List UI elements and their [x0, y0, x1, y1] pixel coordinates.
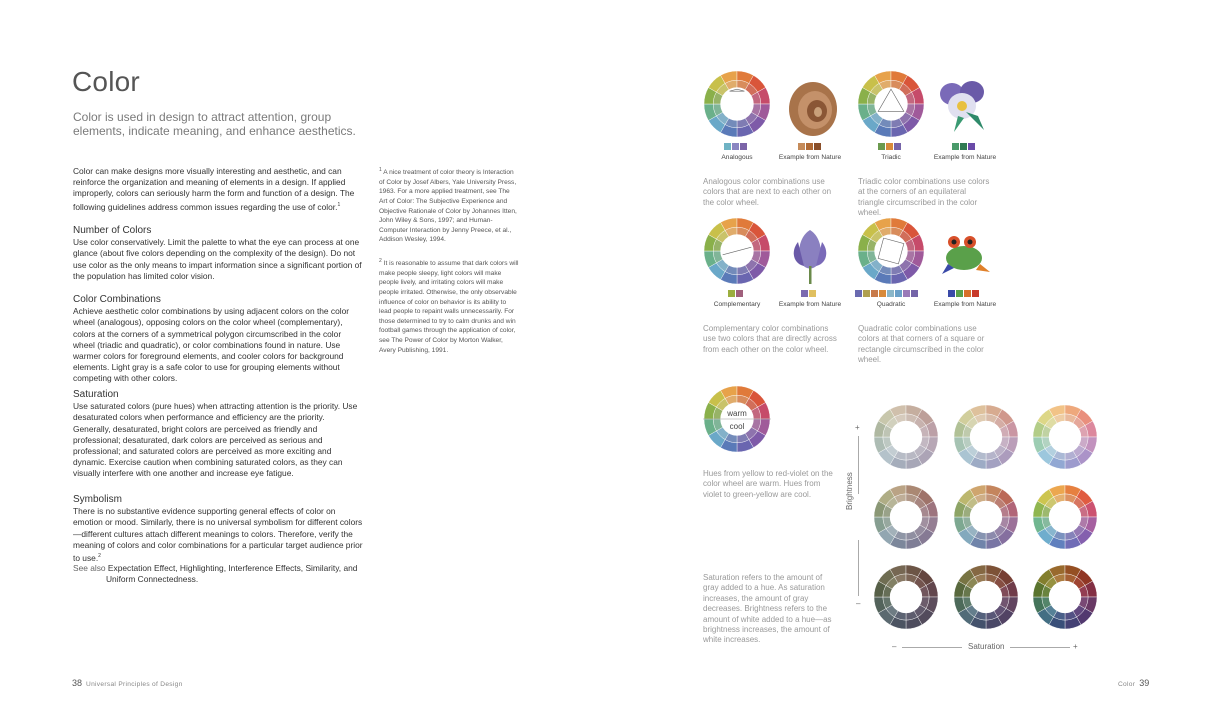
quadratic-description: Quadratic color combinations use colors at that corners of a square or rectangle circumscribed in the color wheel.: [858, 324, 985, 365]
color-swatch: [878, 143, 885, 150]
saturation-brightness-wheel: [873, 564, 939, 630]
brightness-plus: +: [855, 423, 860, 432]
wheel-center: [970, 501, 1002, 533]
brightness-label: Brightness: [845, 472, 854, 510]
book-title: Universal Principles of Design: [86, 681, 183, 688]
saturation-label: Saturation: [968, 642, 1005, 651]
footnote-text: It is reasonable to assume that dark colors will make people sleepy, light colors will make people lively, and irritating colors will make people irritated. Otherwise, the only observable influence of color on behavior is its ability to lead people to repaint walls unnecessarily. For those determined to try to calm drunks and win football games through the application of color, see The Power of Color by Morton Walker, Avery Publishing, 1991.: [379, 260, 519, 354]
footnote-2: [379, 257, 519, 355]
section-number-of-colors: [73, 225, 363, 282]
complementary-caption: Complementary: [713, 301, 761, 308]
wheel-center: [890, 421, 922, 453]
section-color-combinations: [73, 294, 363, 385]
wheel-center: [875, 235, 908, 268]
see-also: [73, 563, 363, 585]
complementary-color-wheel: [703, 217, 771, 285]
saturation-brightness-wheel: [1032, 564, 1098, 630]
page-subtitle: Color is used in design to attract attention, group elements, indicate meaning, and enhance aesthetics.: [73, 110, 356, 138]
saturation-axis-line: [1010, 647, 1070, 648]
color-swatch: [806, 143, 813, 150]
color-swatch: [948, 290, 955, 297]
intro-paragraph: [73, 166, 363, 213]
color-swatch: [724, 143, 731, 150]
footnote-1: [379, 166, 519, 245]
folio-right: [1118, 678, 1149, 688]
color-swatch: [887, 290, 894, 297]
color-swatch: [814, 143, 821, 150]
analogous-color-wheel: [703, 70, 771, 138]
quadratic-nature-caption: Example from Nature: [933, 301, 997, 308]
section-heading: Symbolism: [73, 494, 122, 505]
section-saturation: [73, 389, 363, 480]
section-text: Use color conservatively. Limit the palette to what the eye can process at one glance (about five colors depending on the complexity of the design). Do not use color as the only means to impart information since a significant portion of the population has limited color vision.: [73, 237, 362, 281]
intro-text: Color can make designs more visually interesting and aesthetic, and can reinforce the organization and meaning of elements in a design. If applied improperly, colors can seriously harm the form and function of a design. The following guidelines address common issues regarding the use of color.: [73, 166, 355, 212]
color-swatch: [809, 290, 816, 297]
see-also-label: See also: [73, 563, 106, 573]
frog-photo: [940, 228, 992, 276]
color-swatch: [894, 143, 901, 150]
intro-ref: 1: [337, 201, 341, 208]
page-number: 39: [1139, 678, 1150, 688]
saturation-brightness-wheel: [1032, 404, 1098, 470]
color-swatch: [972, 290, 979, 297]
triadic-color-wheel: [857, 70, 925, 138]
pansy-photo: [936, 72, 992, 134]
see-also-line1: Expectation Effect, Highlighting, Interference Effects, Similarity, and: [107, 563, 358, 573]
saturation-brightness-wheel: [953, 404, 1019, 470]
wheel-center: [970, 581, 1002, 613]
wheel-center: [1049, 581, 1081, 613]
color-swatch: [736, 290, 743, 297]
wheel-center: [890, 501, 922, 533]
brightness-minus: –: [856, 599, 861, 608]
cool-label: cool: [729, 422, 745, 431]
wheel-center: [1049, 501, 1081, 533]
triadic-nature-swatches: [952, 143, 975, 150]
saturation-description: Saturation refers to the amount of gray added to a hue. As saturation increases, the amount of gray decreases. Brightness refers to the amount of white added to a hue—as brightness increases, the amount of white increases.: [703, 573, 832, 645]
color-swatch: [952, 143, 959, 150]
color-swatch: [798, 143, 805, 150]
color-swatch: [871, 290, 878, 297]
triadic-swatches: [878, 143, 901, 150]
color-swatch: [801, 290, 808, 297]
analogous-caption: Analogous: [721, 154, 753, 161]
quadratic-color-wheel: [857, 217, 925, 285]
footnote-num: 2: [379, 258, 382, 264]
saturation-brightness-wheel: [873, 404, 939, 470]
saturation-plus: +: [1073, 642, 1078, 651]
triadic-description: Triadic color combinations use colors at the corners of an equilateral triangle circumscribed in the color wheel.: [858, 177, 990, 218]
section-ref: 2: [98, 553, 101, 560]
saturation-brightness-wheel: [953, 484, 1019, 550]
section-heading: Saturation: [73, 389, 119, 400]
color-swatch: [968, 143, 975, 150]
brightness-axis-line: [858, 540, 859, 596]
section-text: There is no substantive evidence supporting general effects of color on emotion or mood. Similarly, there is no universal symbolism for different colors—different cultures attach different meanings to colors. Therefore, verify the meaning of colors and color combinations for a particular target audience prior to use.: [73, 506, 363, 563]
color-swatch: [964, 290, 971, 297]
quadratic-caption: Quadratic: [876, 301, 906, 308]
section-symbolism: [73, 494, 363, 564]
color-swatch: [855, 290, 862, 297]
quadratic-swatches: [855, 290, 918, 297]
analogous-nature-swatches: [798, 143, 821, 150]
color-swatch: [732, 143, 739, 150]
complementary-nature-caption: Example from Nature: [778, 301, 842, 308]
color-swatch: [956, 290, 963, 297]
color-swatch: [903, 290, 910, 297]
warm-label: warm: [727, 409, 747, 418]
complementary-swatches: [728, 290, 743, 297]
analogous-description: Analogous color combinations use colors that are next to each other on the color wheel.: [703, 177, 832, 207]
color-swatch: [911, 290, 918, 297]
wheel-center: [875, 88, 908, 121]
complementary-description: Complementary color combinations use two colors that are directly across from each other on the color wheel.: [703, 324, 837, 354]
saturation-brightness-wheel: [953, 564, 1019, 630]
analogous-swatches: [724, 143, 747, 150]
wheel-center: [890, 581, 922, 613]
quadratic-nature-swatches: [948, 290, 979, 297]
color-swatch: [740, 143, 747, 150]
saturation-axis-line: [902, 647, 962, 648]
wheel-center: [970, 421, 1002, 453]
saturation-brightness-wheel: [1032, 484, 1098, 550]
triadic-nature-caption: Example from Nature: [933, 154, 997, 161]
section-heading: Number of Colors: [73, 225, 152, 236]
crocus-photo: [782, 222, 838, 286]
wheel-center: [1049, 421, 1081, 453]
folio-left: [72, 678, 183, 688]
warm-cool-description: Hues from yellow to red-violet on the color wheel are warm. Hues from violet to green-yellow are cool.: [703, 469, 833, 499]
color-swatch: [886, 143, 893, 150]
brightness-axis-line: [858, 436, 859, 494]
color-swatch: [863, 290, 870, 297]
color-swatch: [895, 290, 902, 297]
section-text: Achieve aesthetic color combinations by using adjacent colors on the color wheel (analogous), opposing colors on the color wheel (complementary), colors at the corners of a symmetrical polygon circumscribed in the color wheel (triadic and quadratic), or color combinations found in nature. Use warmer colors for foreground elements, and cooler colors for background elements. Light gray is a safe color to use for grouping elements without competing with other colors.: [73, 306, 350, 384]
section-heading: Color Combinations: [73, 294, 161, 305]
ammonite-photo: [784, 76, 842, 138]
color-swatch: [960, 143, 967, 150]
analogous-nature-caption: Example from Nature: [778, 154, 842, 161]
color-swatch: [879, 290, 886, 297]
warm-cool-color-wheel: [703, 385, 771, 453]
triadic-caption: Triadic: [881, 154, 901, 161]
page-title: Color: [72, 66, 140, 97]
page-number: 38: [72, 678, 83, 688]
chapter-title: Color: [1118, 681, 1136, 688]
see-also-line2: Uniform Connectedness.: [106, 574, 199, 584]
saturation-brightness-wheel: [873, 484, 939, 550]
saturation-minus: –: [892, 642, 897, 651]
complementary-nature-swatches: [801, 290, 816, 297]
section-text: Use saturated colors (pure hues) when attracting attention is the priority. Use desaturated colors when performance and efficiency are the priority. Generally, desaturated, bright colors are perceived as friendly and professional; desaturated, dark colors are perceived as serious and professional; and saturated colors are perceived as more exciting and dynamic. Exercise caution when combining saturated colors, as they can visually interfere with one another and increase eye fatigue.: [73, 401, 358, 479]
wheel-center: [721, 88, 754, 121]
color-swatch: [728, 290, 735, 297]
footnote-text: A nice treatment of color theory is Interaction of Color by Josef Albers, Yale University Press, 1963. For a more applied treatment, see The Art of Color: The Subjective Experience and Objective Rationale of Color by Johannes Itten, John Wiley & Sons, 1997; and Human-Computer Interaction by Jenny Preece, et al., Addison Wesley, 1994.: [379, 169, 517, 244]
footnote-num: 1: [379, 167, 382, 173]
